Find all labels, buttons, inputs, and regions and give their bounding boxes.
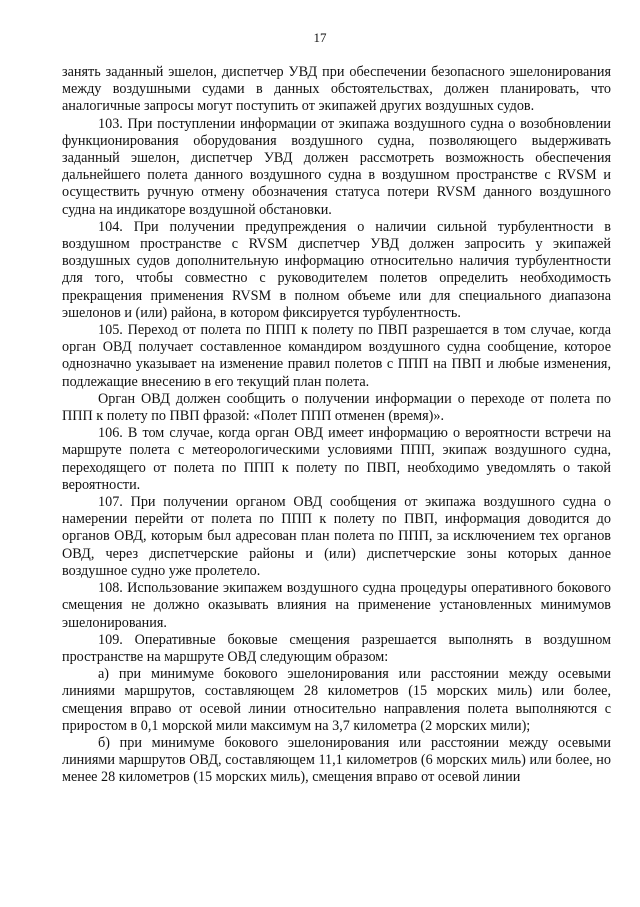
paragraph-103: 103. При поступлении информации от экипажа воздушного судна о возобновлении функционирования оборудования воздушного судна, позволяющего выдерживать заданный эшелон, диспетчер УВД должен рассмотреть возможность обеспечения дальнейшего полета данного воздушного судна в воздушном пространстве с RVSM и осуществить ручную отмену обозначения статуса потери RVSM данного воздушного судна на индикаторе воздушной обстановки. bbox=[62, 115, 611, 218]
page-number: 17 bbox=[313, 30, 327, 45]
paragraph-109-a: а) при минимуме бокового эшелонирования или расстоянии между осевыми линиями маршрутов, составляющем 28 километров (15 морских миль) или более, смещения вправо от осевой линии относительно направления полета выполняются с приростом в 0,1 морской мили максимум на 3,7 километра (2 морских мили); bbox=[62, 666, 611, 734]
paragraph-105: 105. Переход от полета по ППП к полету по ПВП разрешается в том случае, когда орган ОВД получает составленное командиром воздушного судна сообщение, которое однозначно указывает на изменение правил полетов с ППП на ПВП и любые изменения, подлежащие внесению в его текущий план полета. bbox=[62, 322, 611, 390]
paragraph-104: 104. При получении предупреждения о наличии сильной турбулентности в воздушном пространстве с RVSM диспетчер УВД должен запросить у экипажей воздушных судов дополнительную информацию относительно наличия турбулентности для того, чтобы совместно с руководителем полетов определить необходимость прекращения применения RVSM в полном объеме или для специального диапазона эшелонов и (или) района, в котором фиксируется турбулентность. bbox=[62, 218, 611, 321]
paragraph-109: 109. Оперативные боковые смещения разрешается выполнять в воздушном пространстве на маршруте ОВД следующим образом: bbox=[62, 631, 611, 665]
paragraph-105-note: Орган ОВД должен сообщить о получении информации о переходе от полета по ППП к полету по ПВП фразой: «Полет ППП отменен (время)». bbox=[62, 390, 611, 425]
paragraph-continuation: занять заданный эшелон, диспетчер УВД при обеспечении безопасного эшелонирования между воздушными судами в данных обстоятельствах, должен планировать, что аналогичные запросы могут поступить от экипажей других воздушных судов. bbox=[62, 64, 611, 115]
document-body bbox=[62, 64, 611, 787]
paragraph-107: 107. При получении органом ОВД сообщения от экипажа воздушного судна о намерении перейти от полета по ППП к полету по ПВП, информация доводится до органов ОВД, которым был адресован план полета по ППП, за исключением тех органов ОВД, через диспетчерские районы и (или) диспетчерские зоны которых данное воздушное судно уже пролетело. bbox=[62, 494, 611, 579]
paragraph-108: 108. Использование экипажем воздушного судна процедуры оперативного бокового смещения не должно оказывать влияния на применение установленных минимумов эшелонирования. bbox=[62, 580, 611, 631]
paragraph-109-b: б) при минимуме бокового эшелонирования или расстоянии между осевыми линиями маршрутов ОВД, составляющем 11,1 километров (6 морских миль) или более, но менее 28 километров (15 морских миль), смещения вправо от осевой линии bbox=[62, 734, 611, 786]
paragraph-106: 106. В том случае, когда орган ОВД имеет информацию о вероятности встречи на маршруте полета с метеорологическими условиями ППП, экипаж воздушного судна, переходящего от полета по ППП к полету по ПВП, необходимо уведомлять о такой вероятности. bbox=[62, 425, 611, 493]
